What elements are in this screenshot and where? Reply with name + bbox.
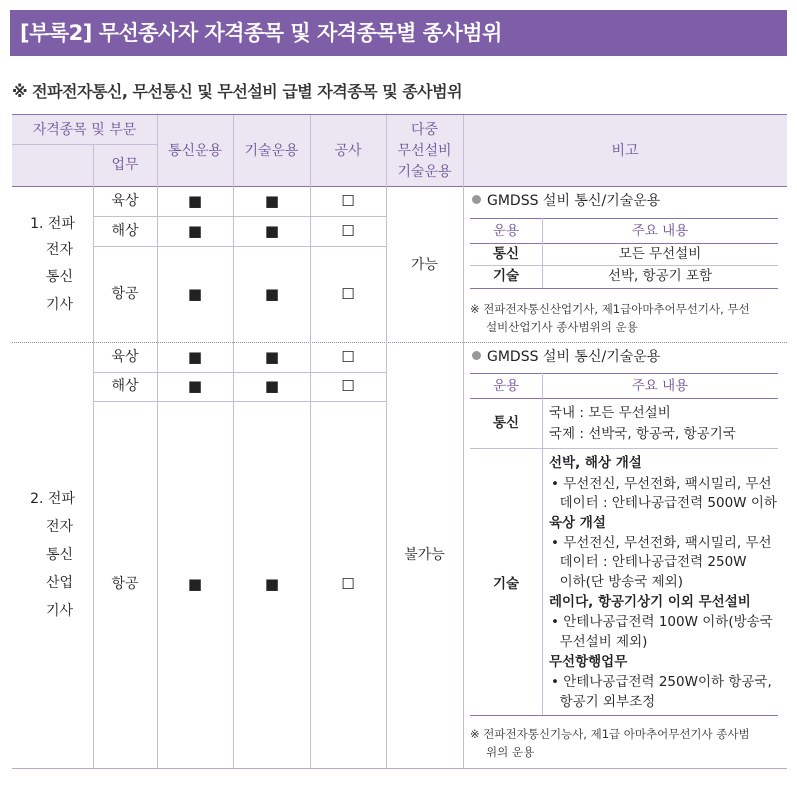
row-divider: [93, 401, 386, 402]
qualification-name-line: 통신: [45, 547, 74, 563]
sub-row-content: 모든 무선설비: [618, 246, 702, 262]
tech-line: • 무선전신, 무선전화, 팩시밀리, 무선: [551, 476, 772, 492]
filled-square-icon: ■: [264, 192, 280, 210]
bullet-dot-icon: [472, 195, 481, 204]
sub-row-operation: 기술: [492, 268, 520, 284]
filled-square-icon: ■: [264, 222, 280, 240]
remark-note-line: 위의 운용: [486, 745, 535, 759]
empty-square-icon: ☐: [341, 348, 355, 366]
qualification-name-line: 기사: [45, 297, 74, 313]
filled-square-icon: ■: [264, 377, 280, 395]
tech-line: 육상 개설: [549, 515, 606, 531]
header-tech-operation: 기술운용: [244, 143, 299, 159]
sub-vline: [542, 373, 543, 715]
sub-row-content: 국제 : 선박국, 항공국, 항공기국: [549, 426, 736, 442]
tech-line: 선박, 해상 개설: [549, 455, 642, 471]
row-vline: [310, 186, 311, 342]
qualification-name-line: 2. 전파: [30, 491, 75, 507]
qualification-name-line: 1. 전파: [30, 216, 75, 232]
section-subtitle: ※ 전파전자통신, 무선통신 및 무선설비 급별 자격종목 및 종사범위: [12, 82, 463, 101]
row-divider: [93, 372, 386, 373]
filled-square-icon: ■: [187, 222, 203, 240]
header-multi-line2: 무선설비: [397, 143, 452, 159]
tech-line: 무선설비 제외): [551, 634, 648, 650]
filled-square-icon: ■: [187, 348, 203, 366]
bullet-dot-icon: [472, 351, 481, 360]
sub-header-content: 주요 내용: [631, 223, 689, 239]
qualification-name-line: 전자: [45, 242, 74, 258]
empty-square-icon: ☐: [341, 222, 355, 240]
filled-square-icon: ■: [264, 348, 280, 366]
tech-line: 데이터 : 안테나공급전력 500W 이하: [551, 495, 777, 511]
tech-line: 이하(단 방송국 제외): [551, 574, 684, 590]
header-duty: 업무: [111, 157, 139, 173]
table-top-border: [12, 114, 787, 115]
filled-square-icon: ■: [264, 285, 280, 303]
sub-table-top: [470, 373, 778, 374]
remark-note-line: ※ 전파전자통신산업기사, 제1급아마추어무선기사, 무선: [470, 302, 750, 316]
tech-line: 무선항행업무: [549, 654, 628, 670]
row-vline: [310, 342, 311, 768]
qualification-name-line: 기사: [45, 603, 74, 619]
filled-square-icon: ■: [187, 377, 203, 395]
empty-square-icon: ☐: [341, 575, 355, 593]
empty-square-icon: ☐: [341, 285, 355, 303]
sub-header-bottom: [470, 243, 778, 244]
row-vline: [93, 342, 94, 768]
duty-sea: 해상: [111, 378, 139, 394]
sub-table-bottom: [470, 288, 778, 289]
table-bottom-border: [12, 768, 787, 769]
page-title-banner: [10, 10, 787, 56]
multi-radio-availability: 가능: [410, 257, 439, 273]
sub-row-divider: [470, 448, 778, 449]
sub-row-operation: 기술: [492, 576, 520, 592]
sub-header-bottom: [470, 398, 778, 399]
header-comm-operation: 통신운용: [167, 143, 223, 159]
header-construction: 공사: [334, 143, 362, 159]
multi-radio-availability: 불가능: [404, 547, 445, 563]
remark-heading-text: GMDSS 설비 통신/기술운용: [487, 349, 661, 365]
tech-line: • 무선전신, 무선전화, 팩시밀리, 무선: [551, 535, 772, 551]
remark-heading-text: GMDSS 설비 통신/기술운용: [487, 193, 661, 209]
remark-note-line: 설비산업기사 종사범위의 운용: [486, 320, 638, 334]
header-remarks: 비고: [611, 143, 639, 159]
sub-row-operation: 통신: [492, 246, 520, 262]
row-divider: [93, 216, 386, 217]
row-vline: [157, 186, 158, 342]
tech-line: 데이터 : 안테나공급전력 250W: [551, 554, 747, 570]
filled-square-icon: ■: [264, 575, 280, 593]
row-divider: [93, 246, 386, 247]
duty-land: 육상: [111, 193, 139, 209]
duty-sea: 해상: [111, 223, 139, 239]
row-vline: [157, 342, 158, 768]
sub-header-content: 주요 내용: [631, 378, 689, 394]
tech-line: • 안테나공급전력 100W 이하(방송국: [551, 614, 773, 630]
sub-header-operation: 운용: [492, 378, 520, 394]
row-vline: [463, 186, 464, 342]
page-title: [부록2] 무선종사자 자격종목 및 자격종목별 종사범위: [20, 21, 502, 45]
tech-line: 레이다, 항공기상기 이외 무선설비: [549, 594, 751, 610]
header-divider: [12, 144, 157, 145]
qualification-name-line: 전자: [45, 519, 74, 535]
sub-row-divider: [470, 265, 778, 266]
header-multi-line1: 다중: [410, 122, 439, 138]
sub-row-content: 국내 : 모든 무선설비: [549, 405, 671, 421]
sub-table-top: [470, 218, 778, 219]
remark-heading: [472, 192, 660, 210]
sub-row-content: 선박, 항공기 포함: [607, 268, 713, 284]
qualification-name-line: 통신: [45, 269, 74, 285]
empty-square-icon: ☐: [341, 377, 355, 395]
duty-land: 육상: [111, 349, 139, 365]
row-vline: [233, 342, 234, 768]
sub-header-operation: 운용: [492, 223, 520, 239]
sub-row-operation: 통신: [492, 415, 520, 431]
empty-square-icon: ☐: [341, 192, 355, 210]
remark-note-line: ※ 전파전자통신기능사, 제1급 아마추어무선기사 종사범: [470, 727, 750, 741]
filled-square-icon: ■: [187, 192, 203, 210]
duty-air: 항공: [111, 576, 139, 592]
header-category-group: 자격종목 및 부문: [32, 122, 137, 138]
row-vline: [233, 186, 234, 342]
row-vline: [463, 342, 464, 768]
header-bottom-border: [12, 186, 787, 187]
duty-air: 항공: [111, 286, 139, 302]
row-group-separator: [12, 342, 787, 343]
sub-table-bottom: [470, 715, 778, 716]
qualification-name-line: 산업: [45, 575, 74, 591]
remark-heading: [472, 348, 660, 366]
tech-line: 항공기 외부조정: [551, 694, 656, 710]
tech-line: • 안테나공급전력 250W이하 항공국,: [551, 674, 772, 690]
filled-square-icon: ■: [187, 575, 203, 593]
filled-square-icon: ■: [187, 285, 203, 303]
header-multi-line3: 기술운용: [397, 164, 452, 180]
